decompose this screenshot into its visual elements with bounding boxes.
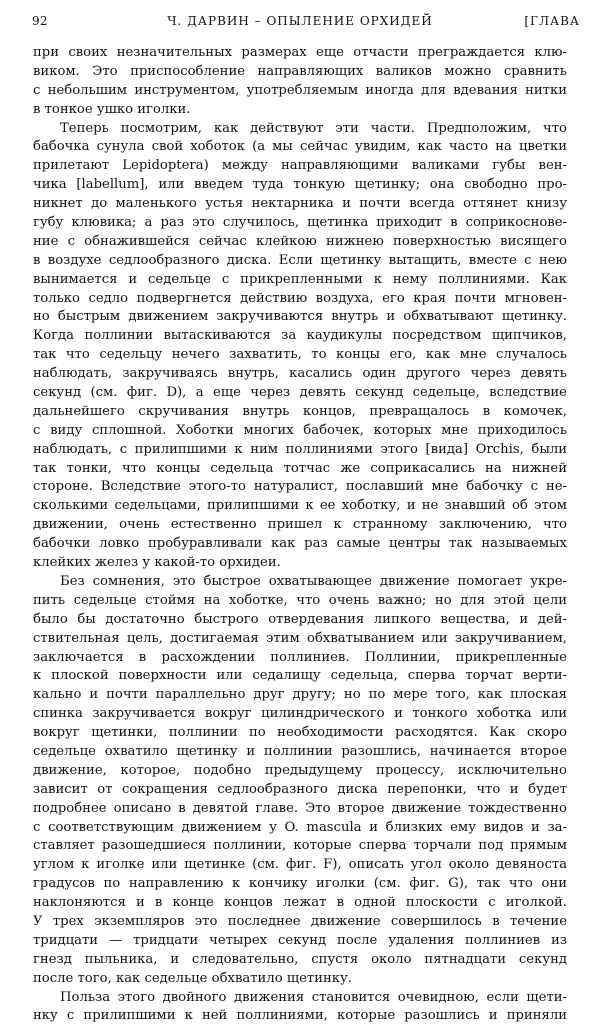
text-line: зависит от сокращения седлообразного диска перепонки, что и будет bbox=[33, 781, 567, 797]
text-line: гнезд пыльника, и следовательно, спустя около пятнадцати секунд bbox=[33, 951, 567, 967]
text-line: спинка закручивается вокруг цилиндрического и тонкого хоботка или bbox=[33, 706, 567, 722]
page-number: 92 bbox=[32, 14, 48, 28]
running-head bbox=[20, 14, 580, 34]
text-line: вокруг щетинки, поллинии по необходимости расходятся. Как скоро bbox=[33, 725, 567, 741]
text-line: после того, как седельце обхватило щетинку. bbox=[33, 970, 352, 986]
text-line: виком. Это приспособление направляющих валиков можно сравнить bbox=[33, 63, 567, 79]
text-line: никнет до маленького устья нектарника и почти всегда оттянет книзу bbox=[33, 196, 567, 212]
text-line: тридцати — тридцати четырех секунд после удаления поллиниев из bbox=[33, 932, 567, 948]
text-line: при своих незначительных размерах еще отчасти преграждается клю- bbox=[33, 45, 567, 60]
text-line: к плоской поверхности или седалищу седельца, сперва торчат верти- bbox=[33, 668, 567, 684]
body-text bbox=[33, 44, 567, 1026]
text-line: с небольшим инструментом, употребляемым иногда для вдевания нитки bbox=[33, 82, 567, 98]
text-line: так что седельцу нечего захватить, то концы его, как мне случалось bbox=[33, 347, 567, 363]
text-line: сколькими седельцами, прилипшими к ее хоботку, и не знавший об этом bbox=[33, 498, 567, 514]
text-line: было бы достаточно быстрого отвердевания липкого вещества, и дей- bbox=[33, 611, 567, 627]
text-line: чика [labellum], или введем туда тонкую щетинку; она свободно про- bbox=[33, 177, 567, 193]
text-line: губу клювика; а раз это случилось, щетинка приходит в соприкоснове- bbox=[33, 215, 567, 231]
text-line: бабочки ловко пробуравливали как раз самые центры так называемых bbox=[33, 536, 567, 552]
text-line: кально и почти параллельно друг другу; но по мере того, как плоская bbox=[33, 687, 567, 703]
text-line: секунд (см. фиг. D), а еще через девять секунд седельце, вследствие bbox=[33, 385, 567, 401]
text-line: пить седельце стоймя на хоботке, что очень важно; но для этой цели bbox=[33, 592, 567, 608]
text-line: Когда поллинии вытаскиваются за каудикулы посредством щипчиков, bbox=[33, 328, 567, 344]
text-line: вынимается и седельце с прикрепленными к нему поллиниями. Как bbox=[33, 271, 567, 287]
text-line: клейких желез у какой-то орхидеи. bbox=[33, 555, 281, 571]
chapter-label: [ГЛАВА bbox=[524, 14, 580, 28]
text-line: но быстрым движением закручиваются внутрь и обхватывают щетинку. bbox=[33, 309, 567, 325]
text-line: ние с обнажившейся сейчас клейкою нижнею поверхностью висящего bbox=[33, 233, 567, 249]
text-line: в тонкое ушко иголки. bbox=[33, 101, 191, 117]
text-line: движении, очень естественно пришел к странному заключению, что bbox=[33, 517, 567, 533]
text-line: движение, которое, подобно предыдущему процессу, исключительно bbox=[33, 762, 567, 778]
text-line: Польза этого двойного движения становится очевидною, если щети- bbox=[60, 989, 567, 1005]
text-line: наблюдать, закручиваясь внутрь, касались один другого через девять bbox=[33, 366, 567, 382]
text-line: ствительная цель, достигаемая этим обхватыванием или закручиванием, bbox=[33, 630, 567, 646]
text-line: углом к иголке или щетинке (см. фиг. F), описать угол около девяноста bbox=[33, 857, 567, 873]
text-line: ставляет разошедшиеся поллинии, которые сперва торчали под прямым bbox=[33, 838, 567, 854]
text-line: прилетают Lepidoptera) между направляющими валиками губы вен- bbox=[33, 158, 567, 174]
text-line: нку с прилипшими к ней поллиниями, которые разошлись и приняли bbox=[33, 1008, 567, 1024]
text-line: в воздухе седлообразного диска. Если щетинку вытащить, вместе с нею bbox=[33, 252, 567, 268]
running-title: Ч. ДАРВИН – ОПЫЛЕНИЕ ОРХИДЕЙ bbox=[167, 14, 433, 28]
text-line: наблюдать, с прилипшими к ним поллиниями этого [вида] Orchis, были bbox=[33, 441, 567, 457]
text-line: стороне. Вследствие этого-то натуралист, пославший мне бабочку с не- bbox=[33, 479, 567, 495]
text-line: подробнее описано в девятой главе. Это второе движение тождественно bbox=[33, 800, 567, 816]
text-line: бабочка сунула свой хоботок (а мы сейчас увидим, как часто на цветки bbox=[33, 139, 567, 155]
text-line: дальнейшего скручивания внутрь концов, превращалось в комочек, bbox=[33, 403, 567, 419]
text-line: седельце охватило щетинку и поллинии разошлись, начинается второе bbox=[33, 743, 567, 759]
text-line: с соответствующим движением у O. mascula и близких ему видов и за- bbox=[33, 819, 567, 835]
text-line: так тонки, что концы седельца тотчас же соприкасались на нижней bbox=[33, 460, 567, 476]
text-line: Теперь посмотрим, как действуют эти части. Предположим, что bbox=[60, 120, 567, 136]
text-line: градусов по направлению к кончику иголки (см. фиг. G), так что они bbox=[33, 876, 567, 892]
text-line: только седло подвергнется действию воздуха, его края почти мгновен- bbox=[33, 290, 567, 306]
text-line: наклоняются и в конце концов лежат в одной плоскости с иголкой. bbox=[33, 895, 567, 911]
text-line: с виду сплошной. Хоботки многих бабочек, которых мне приходилось bbox=[33, 422, 567, 438]
text-line: Без сомнения, это быстрое охватывающее движение помогает укре- bbox=[60, 573, 567, 589]
text-line: заключается в расхождении поллиниев. Поллинии, прикрепленные bbox=[33, 649, 567, 665]
text-line: У трех экземпляров это последнее движение совершилось в течение bbox=[33, 913, 567, 929]
